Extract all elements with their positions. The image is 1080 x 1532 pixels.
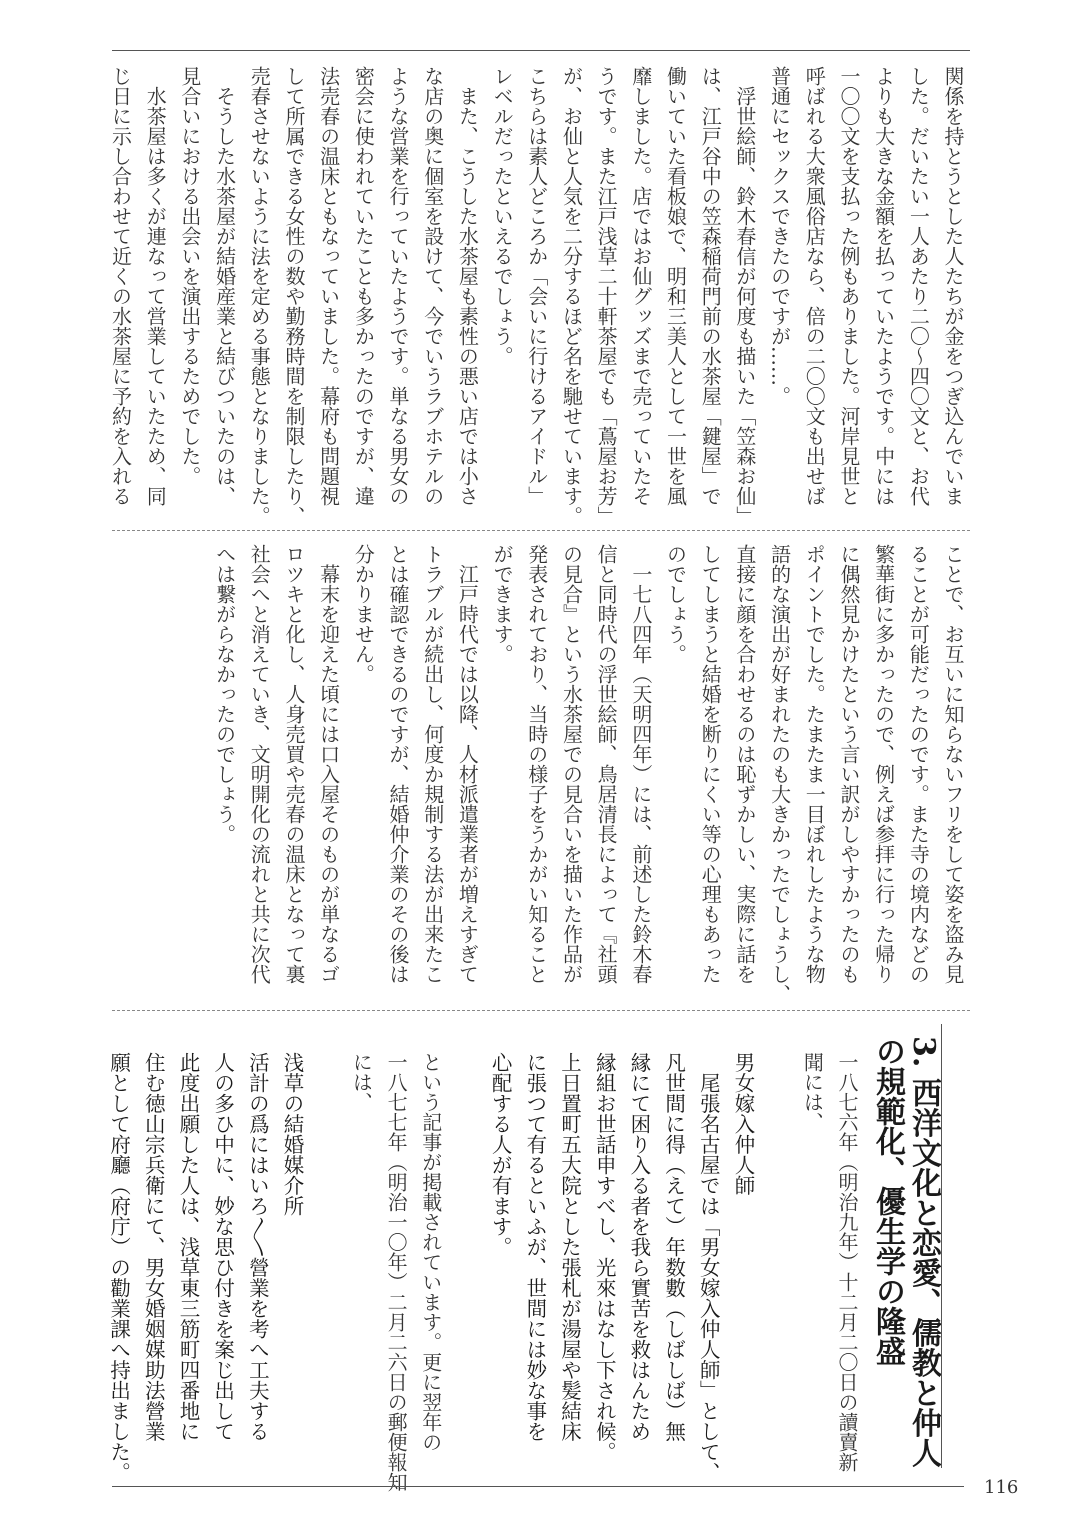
text-line: 直接に顔を合わせるのは恥ずかしい、実際に話を bbox=[732, 544, 757, 984]
text-line: 信と同時代の浮世絵師、鳥居清長によって『社頭 bbox=[594, 544, 619, 984]
heading-rule bbox=[941, 1024, 942, 1468]
text-line: じ日に示し合わせて近くの水茶屋に予約を入れる bbox=[108, 66, 133, 506]
text-line: 分かりません。 bbox=[351, 544, 376, 684]
tier-divider-2 bbox=[112, 1010, 970, 1011]
text-line: よりも大きな金額を払っていたようです。中には bbox=[871, 66, 896, 506]
text-line: 社会へと消えていき、文明開化の流れと共に次代 bbox=[247, 544, 272, 984]
section-heading-line-1: 3. 西洋文化と恋愛、儒教と仲人 bbox=[906, 1036, 941, 1468]
bottom-rule bbox=[112, 1486, 964, 1487]
text-line: 語的な演出が好まれたのも大きかったでしょうし、 bbox=[767, 544, 792, 1004]
text-line: 発表されており、当時の様子をうかがい知ること bbox=[524, 544, 549, 984]
section-heading-line-2: の規範化、優生学の隆盛 bbox=[870, 1036, 905, 1366]
text-line: 繁華街に多かったので、例えば参拝に行った帰り bbox=[871, 544, 896, 984]
text-line: 一八七七年（明治一〇年）二月二六日の郵便報知 bbox=[384, 1052, 409, 1492]
text-line: へは繋がらなかったのでしょう。 bbox=[212, 544, 237, 844]
quote-line: 人の多ひ中に、妙な思ひ付きを案じ出して bbox=[210, 1052, 235, 1442]
middle-tier-text bbox=[207, 544, 970, 1004]
tier-divider-1 bbox=[112, 530, 970, 531]
text-line: 浮世絵師、鈴木春信が何度も描いた「笠森お仙」 bbox=[732, 66, 757, 526]
quote-line: 縁組お世話申すべし、光來はなし下され候。 bbox=[592, 1052, 617, 1462]
text-line: のでしょう。 bbox=[663, 544, 688, 664]
text-line: 江戸時代では以降、人材派遣業者が増えすぎて bbox=[455, 544, 480, 984]
text-line: 普通にセックスできたのですが……。 bbox=[767, 66, 792, 406]
text-line bbox=[760, 1052, 795, 1492]
text-line: ことで、お互いに知らないフリをして姿を盗み見 bbox=[941, 544, 965, 984]
text-line bbox=[448, 1052, 483, 1492]
text-line: うです。また江戸浅草二十軒茶屋でも「蔦屋お芳」 bbox=[594, 66, 619, 526]
text-line: とは確認できるのですが、結婚仲介業のその後は bbox=[386, 544, 410, 984]
quote-line: に張つて有るといふが、世間には妙な事を bbox=[522, 1052, 547, 1442]
page-number: 116 bbox=[984, 1477, 1019, 1498]
text-line bbox=[309, 1052, 344, 1492]
text-line: 靡しました。店ではお仙グッズまで売っていたそ bbox=[628, 66, 653, 506]
text-line: 一八七六年（明治九年）十二月二〇日の讀賣新 bbox=[835, 1052, 859, 1472]
quote-line: 尾張名古屋では「男女嫁入仲人師」として、 bbox=[696, 1052, 721, 1483]
text-line: に偶然見かけたという言い訳がしやすかったのも bbox=[836, 544, 861, 984]
text-line: が、お仙と人気を二分するほど名を馳せています。 bbox=[559, 66, 584, 526]
quote-line: 男女嫁入仲人師 bbox=[730, 1052, 755, 1196]
text-line: という記事が掲載されています。更に翌年の bbox=[418, 1052, 443, 1452]
text-line: 水茶屋は多くが連なって営業していたため、同 bbox=[143, 66, 168, 506]
text-line: レベルだったといえるでしょう。 bbox=[490, 66, 515, 366]
text-line: こちらは素人どころか「会いに行けるアイドル」 bbox=[524, 66, 549, 506]
text-line: 聞には、 bbox=[800, 1052, 825, 1132]
text-line: ができます。 bbox=[490, 544, 515, 664]
quote-line: 凡世間に得（えて）年数數（しばしば）無 bbox=[661, 1052, 686, 1442]
text-line: 一〇〇文を支払った例もありました。河岸見世と bbox=[836, 66, 861, 506]
text-line: 関係を持とうとした人たちが金をつぎ込んでいま bbox=[941, 66, 965, 506]
quote-line: 浅草の結婚媒介所 bbox=[280, 1052, 304, 1216]
text-line: 密会に使われていたことも多かったのですが、違 bbox=[351, 66, 376, 506]
text-line: 働いていた看板娘で、明和三美人として一世を風 bbox=[663, 66, 688, 506]
text-line: ような営業を行っていたようです。単なる男女の bbox=[386, 66, 410, 506]
text-line: してしまうと結婚を断りにくい等の心理もあった bbox=[698, 544, 723, 984]
quote-line: 此度出願した人は、浅草東三筋町四番地に bbox=[175, 1052, 200, 1442]
text-line: トラブルが続出し、何度か規制する法が出来たこ bbox=[420, 544, 445, 984]
section-heading bbox=[869, 1036, 941, 1468]
quote-line: 住む徳山宗兵衛にて、男女婚姻媒助法營業 bbox=[141, 1052, 166, 1442]
text-line: ポイントでした。たまたま一目ぼれしたような物 bbox=[802, 544, 827, 984]
top-rule bbox=[112, 50, 970, 51]
text-line: 売春させないように法を定める事態となりました。 bbox=[247, 66, 272, 526]
text-line: また、こうした水茶屋も素性の悪い店では小さ bbox=[455, 66, 480, 506]
text-line: は、江戸谷中の笠森稲荷門前の水茶屋「鍵屋」で bbox=[698, 66, 723, 506]
text-line: な店の奥に個室を設けて、今でいうラブホテルの bbox=[420, 66, 445, 506]
text-line: した。だいたい一人あたり二〇～四〇文と、お代 bbox=[906, 66, 931, 506]
quote-line: 上日置町五大院とした張札が湯屋や髪結床 bbox=[557, 1052, 582, 1442]
text-line: 一七八四年（天明四年）には、前述した鈴木春 bbox=[628, 544, 653, 984]
text-line: 法売春の温床ともなっていました。幕府も問題視 bbox=[316, 66, 341, 506]
text-line: ることが可能だったのです。また寺の境内などの bbox=[906, 544, 931, 984]
quote-line: 願として府廳（府庁）の勸業課へ持出ました。 bbox=[106, 1052, 131, 1483]
text-line: の見合』という水茶屋での見合いを描いた作品が bbox=[559, 544, 584, 984]
text-line: 見合いにおける出会いを演出するためでした。 bbox=[177, 66, 202, 486]
text-line: そうした水茶屋が結婚産業と結びついたのは、 bbox=[212, 66, 237, 506]
text-line: 幕末を迎えた頃には口入屋そのものが単なるゴ bbox=[316, 544, 341, 984]
text-line: して所属できる女性の数や勤務時間を制限したり、 bbox=[281, 66, 306, 526]
text-line: には、 bbox=[349, 1052, 374, 1112]
quote-line: 縁にて困り入る者を我ら實苦を救はんため bbox=[626, 1052, 651, 1442]
text-line: 呼ばれる大衆風俗店なら、倍の二〇〇文も出せば bbox=[802, 66, 827, 506]
top-tier-text bbox=[103, 66, 970, 526]
quote-line: 活計の爲にはいろ〱營業を考へ工夫する bbox=[245, 1052, 270, 1442]
text-line: ロツキと化し、人身売買や売春の温床となって裏 bbox=[281, 544, 306, 984]
section-body-text bbox=[101, 1052, 864, 1492]
quote-line: 心配する人が有ます。 bbox=[488, 1052, 513, 1257]
